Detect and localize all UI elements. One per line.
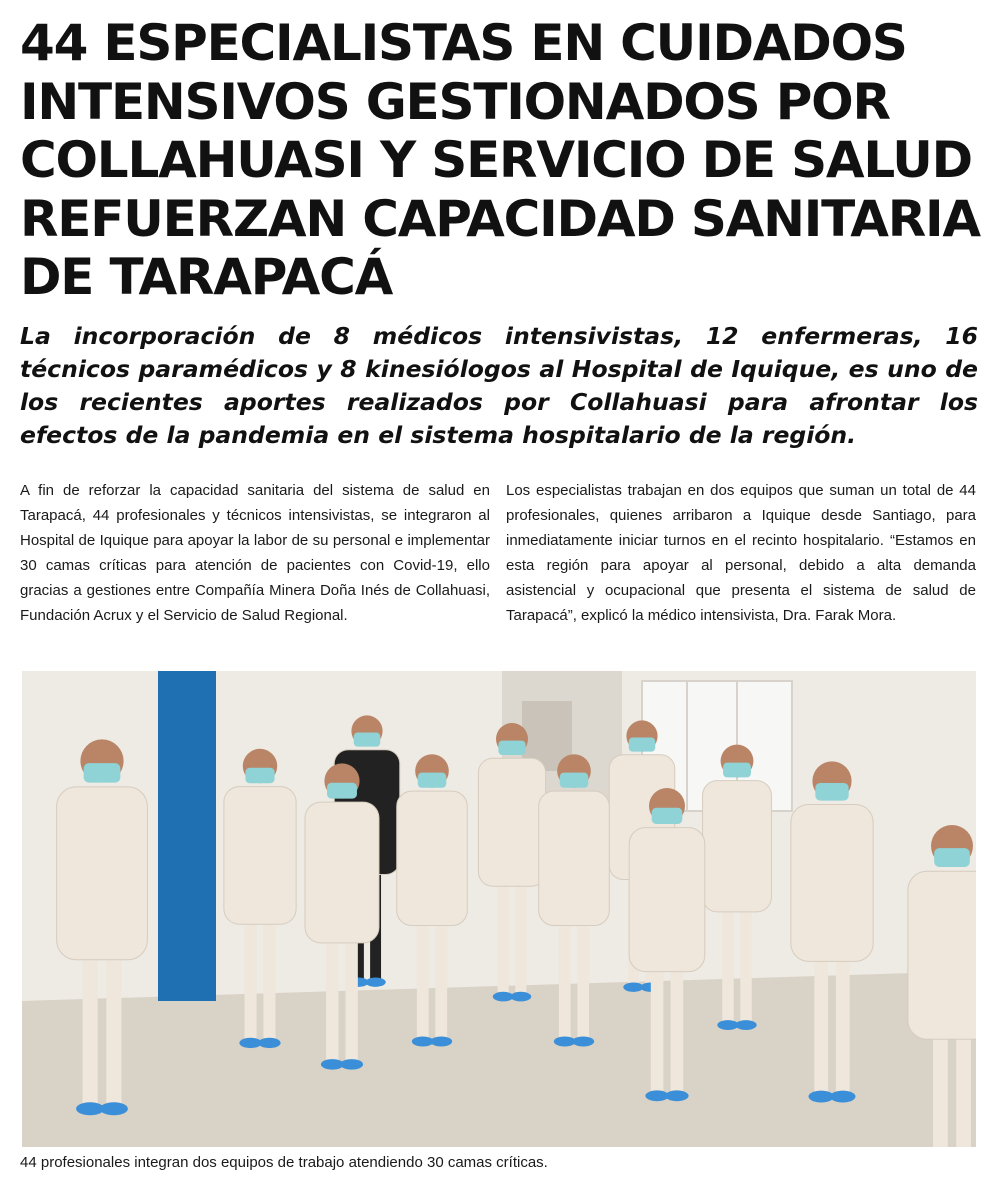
staff-leg bbox=[933, 1025, 948, 1148]
staff-leg bbox=[559, 914, 571, 1040]
headline-line: COLLAHUASI Y SERVICIO DE SALUD bbox=[20, 131, 972, 189]
staff-leg bbox=[577, 914, 589, 1040]
staff-leg bbox=[836, 948, 850, 1095]
staff-torso bbox=[397, 791, 468, 925]
face-mask bbox=[418, 773, 447, 788]
headline-line: DE TARAPACÁ bbox=[20, 248, 393, 306]
staff-leg bbox=[245, 912, 257, 1041]
face-mask bbox=[723, 763, 751, 778]
face-mask bbox=[560, 773, 589, 788]
staff-leg bbox=[671, 959, 684, 1094]
photo-caption: 44 profesionales integran dos equipos de trabajo atendiendo 30 camas críticas. bbox=[20, 1154, 548, 1171]
shoe-cover bbox=[572, 1036, 594, 1046]
shoe-cover bbox=[665, 1090, 688, 1101]
staff-leg bbox=[722, 900, 733, 1023]
staff-torso bbox=[703, 781, 772, 912]
shoe-cover bbox=[100, 1102, 128, 1115]
shoe-cover bbox=[735, 1020, 756, 1030]
article-headline bbox=[20, 14, 980, 307]
shoe-cover bbox=[365, 977, 385, 986]
face-mask bbox=[354, 733, 381, 747]
staff-leg bbox=[83, 945, 98, 1107]
headline-line: 44 ESPECIALISTAS EN CUIDADOS bbox=[20, 14, 907, 72]
shoe-cover bbox=[430, 1036, 452, 1046]
staff-leg bbox=[498, 875, 509, 995]
staff-leg bbox=[435, 914, 447, 1040]
staff-torso bbox=[478, 758, 545, 886]
staff-torso bbox=[305, 802, 379, 943]
headline-line: INTENSIVOS GESTIONADOS POR bbox=[20, 72, 890, 131]
staff-leg bbox=[417, 914, 429, 1040]
article-subtitle: La incorporación de 8 médicos intensivistas, 12 enfermeras, 16 técnicos paramédicos y 8 kinesiólogos al Hospital de Iquique, es uno de los recientes aportes realizados por Collahuasi para afrontar los efectos de la pandemia en el sistema hospitalario de la región. bbox=[20, 322, 978, 449]
face-mask bbox=[934, 848, 970, 867]
staff-torso bbox=[57, 787, 148, 960]
staff-torso bbox=[629, 828, 705, 972]
staff-leg bbox=[326, 931, 338, 1063]
face-mask bbox=[652, 808, 683, 824]
group-photo-illustration bbox=[22, 671, 976, 1147]
face-mask bbox=[84, 763, 121, 782]
staff-leg bbox=[515, 875, 526, 995]
staff-leg bbox=[263, 912, 275, 1041]
face-mask bbox=[629, 738, 656, 752]
face-mask bbox=[498, 741, 525, 755]
staff-torso bbox=[539, 791, 610, 925]
staff-torso bbox=[908, 871, 976, 1039]
staff-leg bbox=[106, 945, 121, 1107]
shoe-cover bbox=[340, 1059, 363, 1070]
staff-torso bbox=[224, 787, 296, 925]
face-mask bbox=[245, 768, 274, 783]
body-column-right: Los especialistas trabajan en dos equipos que suman un total de 44 profesionales, quienes arribaron a Iquique desde Santiago, para inmediatamente iniciar turnos en el recinto hospitalario. “Estamos en esta región para apoyar al personal, debido a alta demanda asistencial y ocupacional que presenta el sistema de salud de Tarapacá”, explicó la médico intensivista, Dra. Farak Mora. bbox=[506, 482, 976, 624]
staff-leg bbox=[814, 948, 828, 1095]
headline-line: REFUERZAN CAPACIDAD SANITARIA bbox=[20, 189, 980, 248]
shoe-cover bbox=[258, 1038, 280, 1048]
blue-wall-panel bbox=[158, 671, 216, 1001]
staff-torso bbox=[791, 805, 873, 962]
staff-leg bbox=[956, 1025, 971, 1148]
shoe-cover bbox=[830, 1091, 855, 1103]
shoe-cover bbox=[510, 992, 531, 1002]
staff-leg bbox=[740, 900, 751, 1023]
face-mask bbox=[815, 783, 848, 801]
staff-leg bbox=[651, 959, 664, 1094]
body-column-left: A fin de reforzar la capacidad sanitaria del sistema de salud en Tarapacá, 44 profesionales y técnicos intensivistas, se integraron al Hospital de Iquique para apoyar la labor de su personal e implementar 30 camas críticas para atención de pacientes con Covid-19, ello gracias a gestiones entre Compañía Minera Doña Inés de Collahuasi, Fundación Acrux y el Servicio de Salud Regional. bbox=[20, 482, 490, 624]
staff-leg bbox=[346, 931, 358, 1063]
face-mask bbox=[327, 783, 357, 799]
group-photo bbox=[22, 671, 976, 1147]
